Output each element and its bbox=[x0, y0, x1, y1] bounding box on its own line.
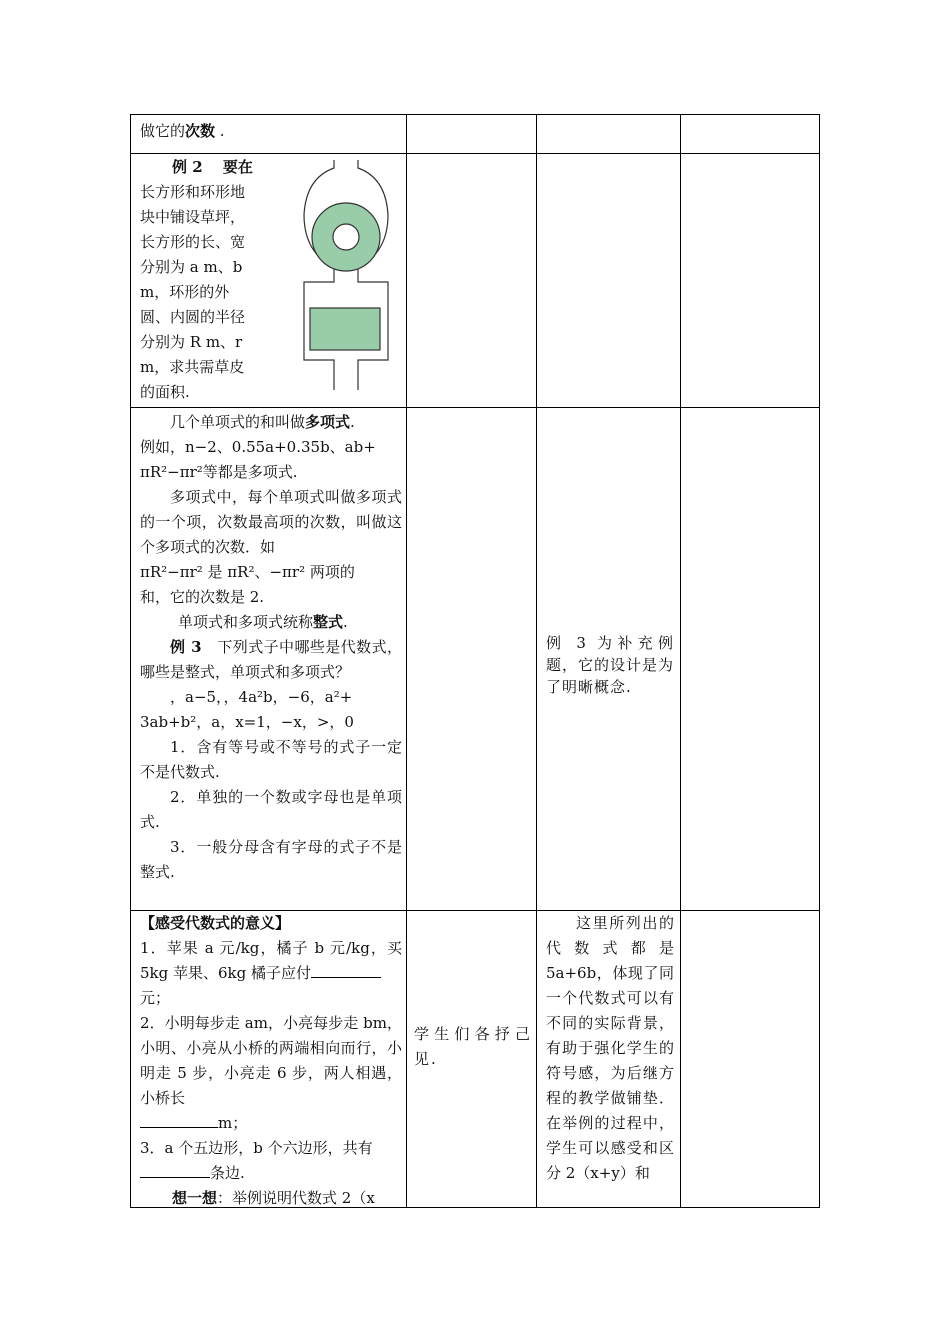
section-heading: 【感受代数式的意义】 bbox=[140, 914, 291, 932]
poly-degree-paragraph: 多项式中，每个单项式叫做多项式的一个项，次数最高项的次数，叫做这个多项式的次数．如 bbox=[140, 488, 402, 556]
note-item: 3．一般分母含有字母的式子不是整式. bbox=[140, 838, 402, 881]
row1-prefix: 做它的 bbox=[140, 122, 186, 140]
design-rationale-note: 这里所列出的代数式都是 5a+6b，体现了同一个代数式可以有不同的实际背景，有助于强化学生的符号感，为后继方程的教学做铺垫．在举例的过程中，学生可以感受和区分 2（x+y）和 bbox=[546, 914, 674, 1182]
integral-def-term: 整式 bbox=[313, 613, 344, 631]
question-2: 2．小明每步走 am，小亮每步走 bm，小明、小亮从小桥的两端相向而行，小明走 5 步，小亮走 6 步，两人相遇，小桥长 bbox=[140, 1014, 402, 1107]
table-border-right bbox=[819, 114, 820, 1208]
row1-bold-term: 次数 bbox=[185, 122, 216, 140]
think-text: ：举例说明代数式 2（x bbox=[217, 1189, 375, 1207]
example3-label: 例 3 bbox=[170, 638, 202, 656]
poly-degree-line: 和，它的次数是 2. bbox=[140, 588, 265, 606]
question-1-end: 元； bbox=[140, 989, 171, 1007]
example2-line: m，环形的外 bbox=[140, 283, 230, 301]
table-border-left bbox=[130, 114, 131, 1208]
polynomial-section bbox=[140, 410, 402, 885]
think-label: 想一想 bbox=[172, 1189, 218, 1207]
poly-degree-line: πR²−πr² 是 πR²、−πr² 两项的 bbox=[140, 563, 355, 581]
integral-def-end: . bbox=[343, 613, 348, 631]
example2-line: 例 2 要在 bbox=[172, 158, 253, 176]
example2-line: 分别为 R m、r bbox=[140, 333, 243, 351]
student-response-note: 学生们各抒己见. bbox=[414, 1025, 532, 1068]
column-divider bbox=[536, 114, 537, 1208]
poly-def-term: 多项式 bbox=[305, 413, 351, 431]
integral-def-text: 单项式和多项式统称 bbox=[178, 613, 314, 631]
note-item: 1．含有等号或不等号的式子一定不是代数式. bbox=[140, 738, 402, 781]
rectangle-lawn bbox=[310, 308, 380, 350]
question-3-end: 条边. bbox=[210, 1164, 245, 1182]
example2-line: 分别为 a m、b bbox=[140, 258, 243, 276]
question-1: 1．苹果 a 元/kg，橘子 b 元/kg，买 5kg 苹果、6kg 橘子应付 bbox=[140, 939, 402, 982]
answer-blank[interactable] bbox=[140, 1161, 210, 1178]
table-border-top bbox=[130, 114, 820, 115]
example3-expressions: ，a−5，，4a²b，−6，a²+ bbox=[170, 688, 353, 706]
poly-def-end: . bbox=[350, 413, 355, 431]
meaning-section bbox=[140, 911, 402, 1211]
answer-blank[interactable] bbox=[311, 961, 381, 978]
example2-line: 长方形的长、宽 bbox=[140, 233, 246, 251]
lawn-figure bbox=[296, 160, 396, 390]
example3-expressions: 3ab+b²，a，x=1，−x，>，0 bbox=[140, 713, 354, 731]
row1-content bbox=[140, 119, 402, 144]
ring-inner bbox=[333, 224, 359, 250]
row-divider bbox=[130, 153, 820, 154]
example2-line: 圆、内圆的半径 bbox=[140, 308, 246, 326]
poly-def-text: 几个单项式的和叫做 bbox=[170, 413, 306, 431]
example2-text bbox=[140, 155, 272, 405]
example2-line: 长方形和环形地 bbox=[140, 183, 246, 201]
example3-design-note: 例 3 为补充例题，它的设计是为了明晰概念. bbox=[546, 634, 675, 696]
column-divider bbox=[680, 114, 681, 1208]
poly-example-line: 例如，n−2、0.55a+0.35b、ab+ bbox=[140, 438, 376, 456]
answer-blank[interactable] bbox=[140, 1111, 218, 1128]
question-2-end: m； bbox=[218, 1114, 248, 1132]
column-divider bbox=[406, 114, 407, 1208]
example2-line: 的面积. bbox=[140, 383, 190, 401]
question-3: 3．a 个五边形，b 个六边形，共有 bbox=[140, 1139, 373, 1157]
note-item: 2．单独的一个数或字母也是单项式. bbox=[140, 788, 402, 831]
row-divider bbox=[130, 407, 820, 408]
example2-line: m，求共需草皮 bbox=[140, 358, 245, 376]
example3-text: 下列式子中哪些是代数式，哪些是整式，单项式和多项式？ bbox=[140, 638, 402, 681]
row1-suffix: . bbox=[215, 122, 225, 140]
example2-line: 块中铺设草坪， bbox=[140, 208, 246, 226]
poly-example-line: πR²−πr²等都是多项式. bbox=[140, 463, 298, 481]
